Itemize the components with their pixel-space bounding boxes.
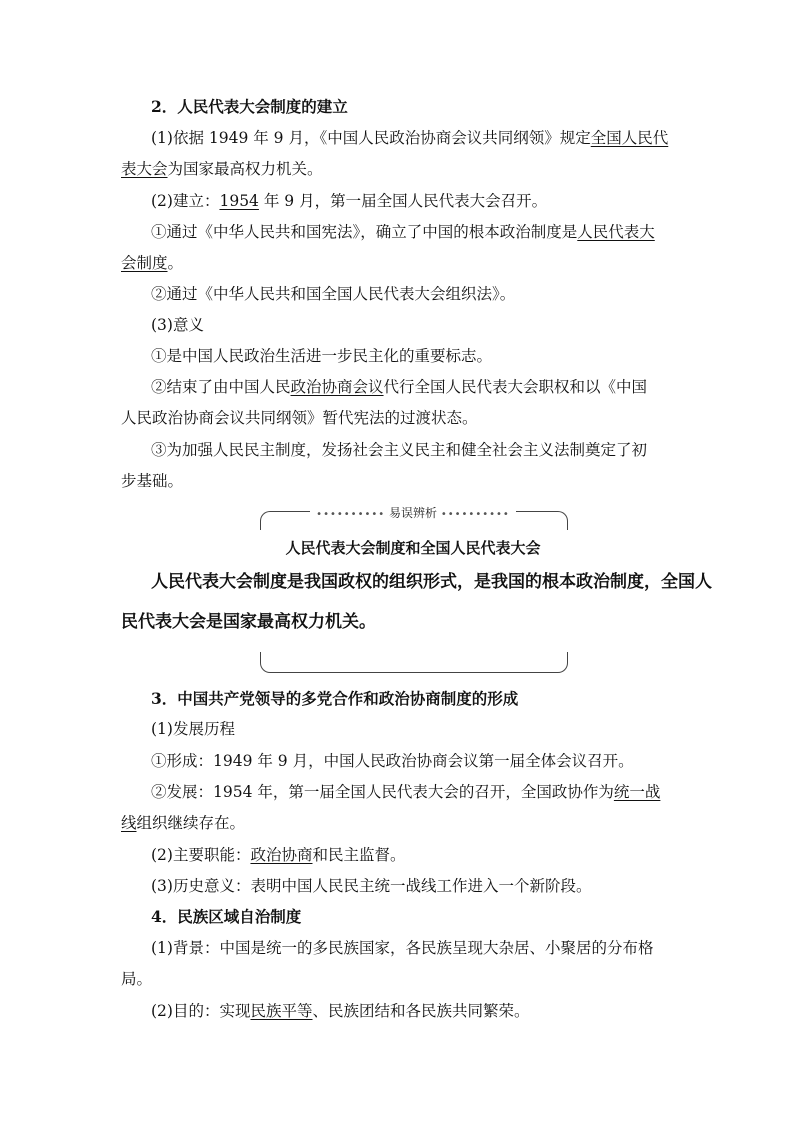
underlined-answer: 1954 (219, 192, 259, 210)
underlined-answer: 统一战 (613, 783, 661, 801)
dots-right: •••••••••• (440, 509, 510, 520)
section-4-heading: 4．民族区域自治制度 (151, 907, 302, 926)
s4-paragraph-1: (1)背景：中国是统一的多民族国家，各民族呈现大杂居、小聚居的分布格 (151, 939, 654, 957)
underlined-answer: 表大会 (121, 160, 168, 178)
error-box-label-text: 易误辨析 (388, 506, 437, 520)
text: (2)建立： (151, 192, 220, 210)
underlined-answer: 政治协商 (250, 846, 313, 864)
text: (2)主要职能： (151, 846, 251, 864)
text: 为国家最高权力机关。 (167, 160, 323, 178)
underlined-answer: 全国人民代 (590, 129, 669, 147)
s2-paragraph-5: (3)意义 (151, 316, 204, 334)
section-2-heading: 2．人民代表大会制度的建立 (151, 97, 348, 116)
text: 年 9 月，第一届全国人民代表大会召开。 (258, 192, 548, 210)
text: ①通过《中华人民共和国宪法》，确立了中国的根本政治制度是 (151, 223, 578, 241)
s2-paragraph-2 (151, 191, 681, 211)
text: 和民主监督。 (312, 846, 406, 864)
s2-paragraph-7-cont: 人民政治协商会议共同纲领》暂代宪法的过渡状态。 (121, 409, 478, 427)
s2-paragraph-8-cont: 步基础。 (121, 472, 184, 490)
error-box-line-1: 人民代表大会制度是我国政权的组织形式，是我国的根本政治制度，全国人 (151, 572, 712, 592)
s4-paragraph-1-cont: 局。 (121, 970, 153, 988)
s3-paragraph-3 (151, 782, 681, 802)
s2-paragraph-3-cont (121, 253, 681, 273)
s2-paragraph-1-cont (121, 159, 681, 179)
underlined-answer: 线 (121, 814, 137, 832)
s2-paragraph-6: ①是中国人民政治生活进一步民主化的重要标志。 (151, 347, 493, 365)
s3-paragraph-5: (3)历史意义：表明中国人民民主统一战线工作进入一个新阶段。 (151, 877, 592, 895)
s3-paragraph-2: ①形成：1949 年 9 月，中国人民政治协商会议第一届全体会议召开。 (151, 752, 634, 770)
underlined-answer: 民族平等 (250, 1002, 313, 1020)
text: ②发展：1954 年，第一届全国人民代表大会的召开，全国政协作为 (151, 783, 614, 801)
text: (2)目的：实现 (151, 1002, 251, 1020)
s4-paragraph-2 (151, 1001, 681, 1021)
s3-paragraph-3-cont (121, 813, 681, 833)
dots-left: •••••••••• (316, 509, 386, 520)
error-box-label-wrap (290, 502, 536, 518)
text: (1)依据 1949 年 9 月，《中国人民政治协商会议共同纲领》规定 (151, 129, 591, 147)
section-3-heading: 3．中国共产党领导的多党合作和政治协商制度的形成 (151, 689, 519, 708)
text: 代行全国人民代表大会职权和以《中国 (383, 378, 648, 396)
s2-paragraph-4: ②通过《中华人民共和国全国人民代表大会组织法》。 (151, 285, 516, 303)
error-box-label (310, 504, 516, 521)
s2-paragraph-8: ③为加强人民民主制度，发扬社会主义民主和健全社会主义法制奠定了初 (151, 441, 648, 459)
underlined-answer: 人民代表大 (577, 223, 655, 241)
error-box-title: 人民代表大会制度和全国人民代表大会 (285, 539, 541, 557)
text: 、民族团结和各民族共同繁荣。 (312, 1002, 530, 1020)
error-box-line-2: 民代表大会是国家最高权力机关。 (121, 612, 376, 632)
text: 。 (167, 254, 184, 272)
text: ②结束了由中国人民 (151, 378, 291, 396)
s2-paragraph-7 (151, 377, 681, 397)
text: 组织继续存在。 (136, 814, 246, 832)
s3-paragraph-4 (151, 845, 681, 865)
underlined-answer: 会制度 (121, 254, 168, 272)
s3-paragraph-1: (1)发展历程 (151, 720, 235, 738)
underlined-answer: 政治协商会议 (290, 378, 384, 396)
s2-paragraph-1 (151, 128, 681, 148)
error-box-bottom-border (260, 652, 568, 673)
s2-paragraph-3 (151, 222, 681, 242)
